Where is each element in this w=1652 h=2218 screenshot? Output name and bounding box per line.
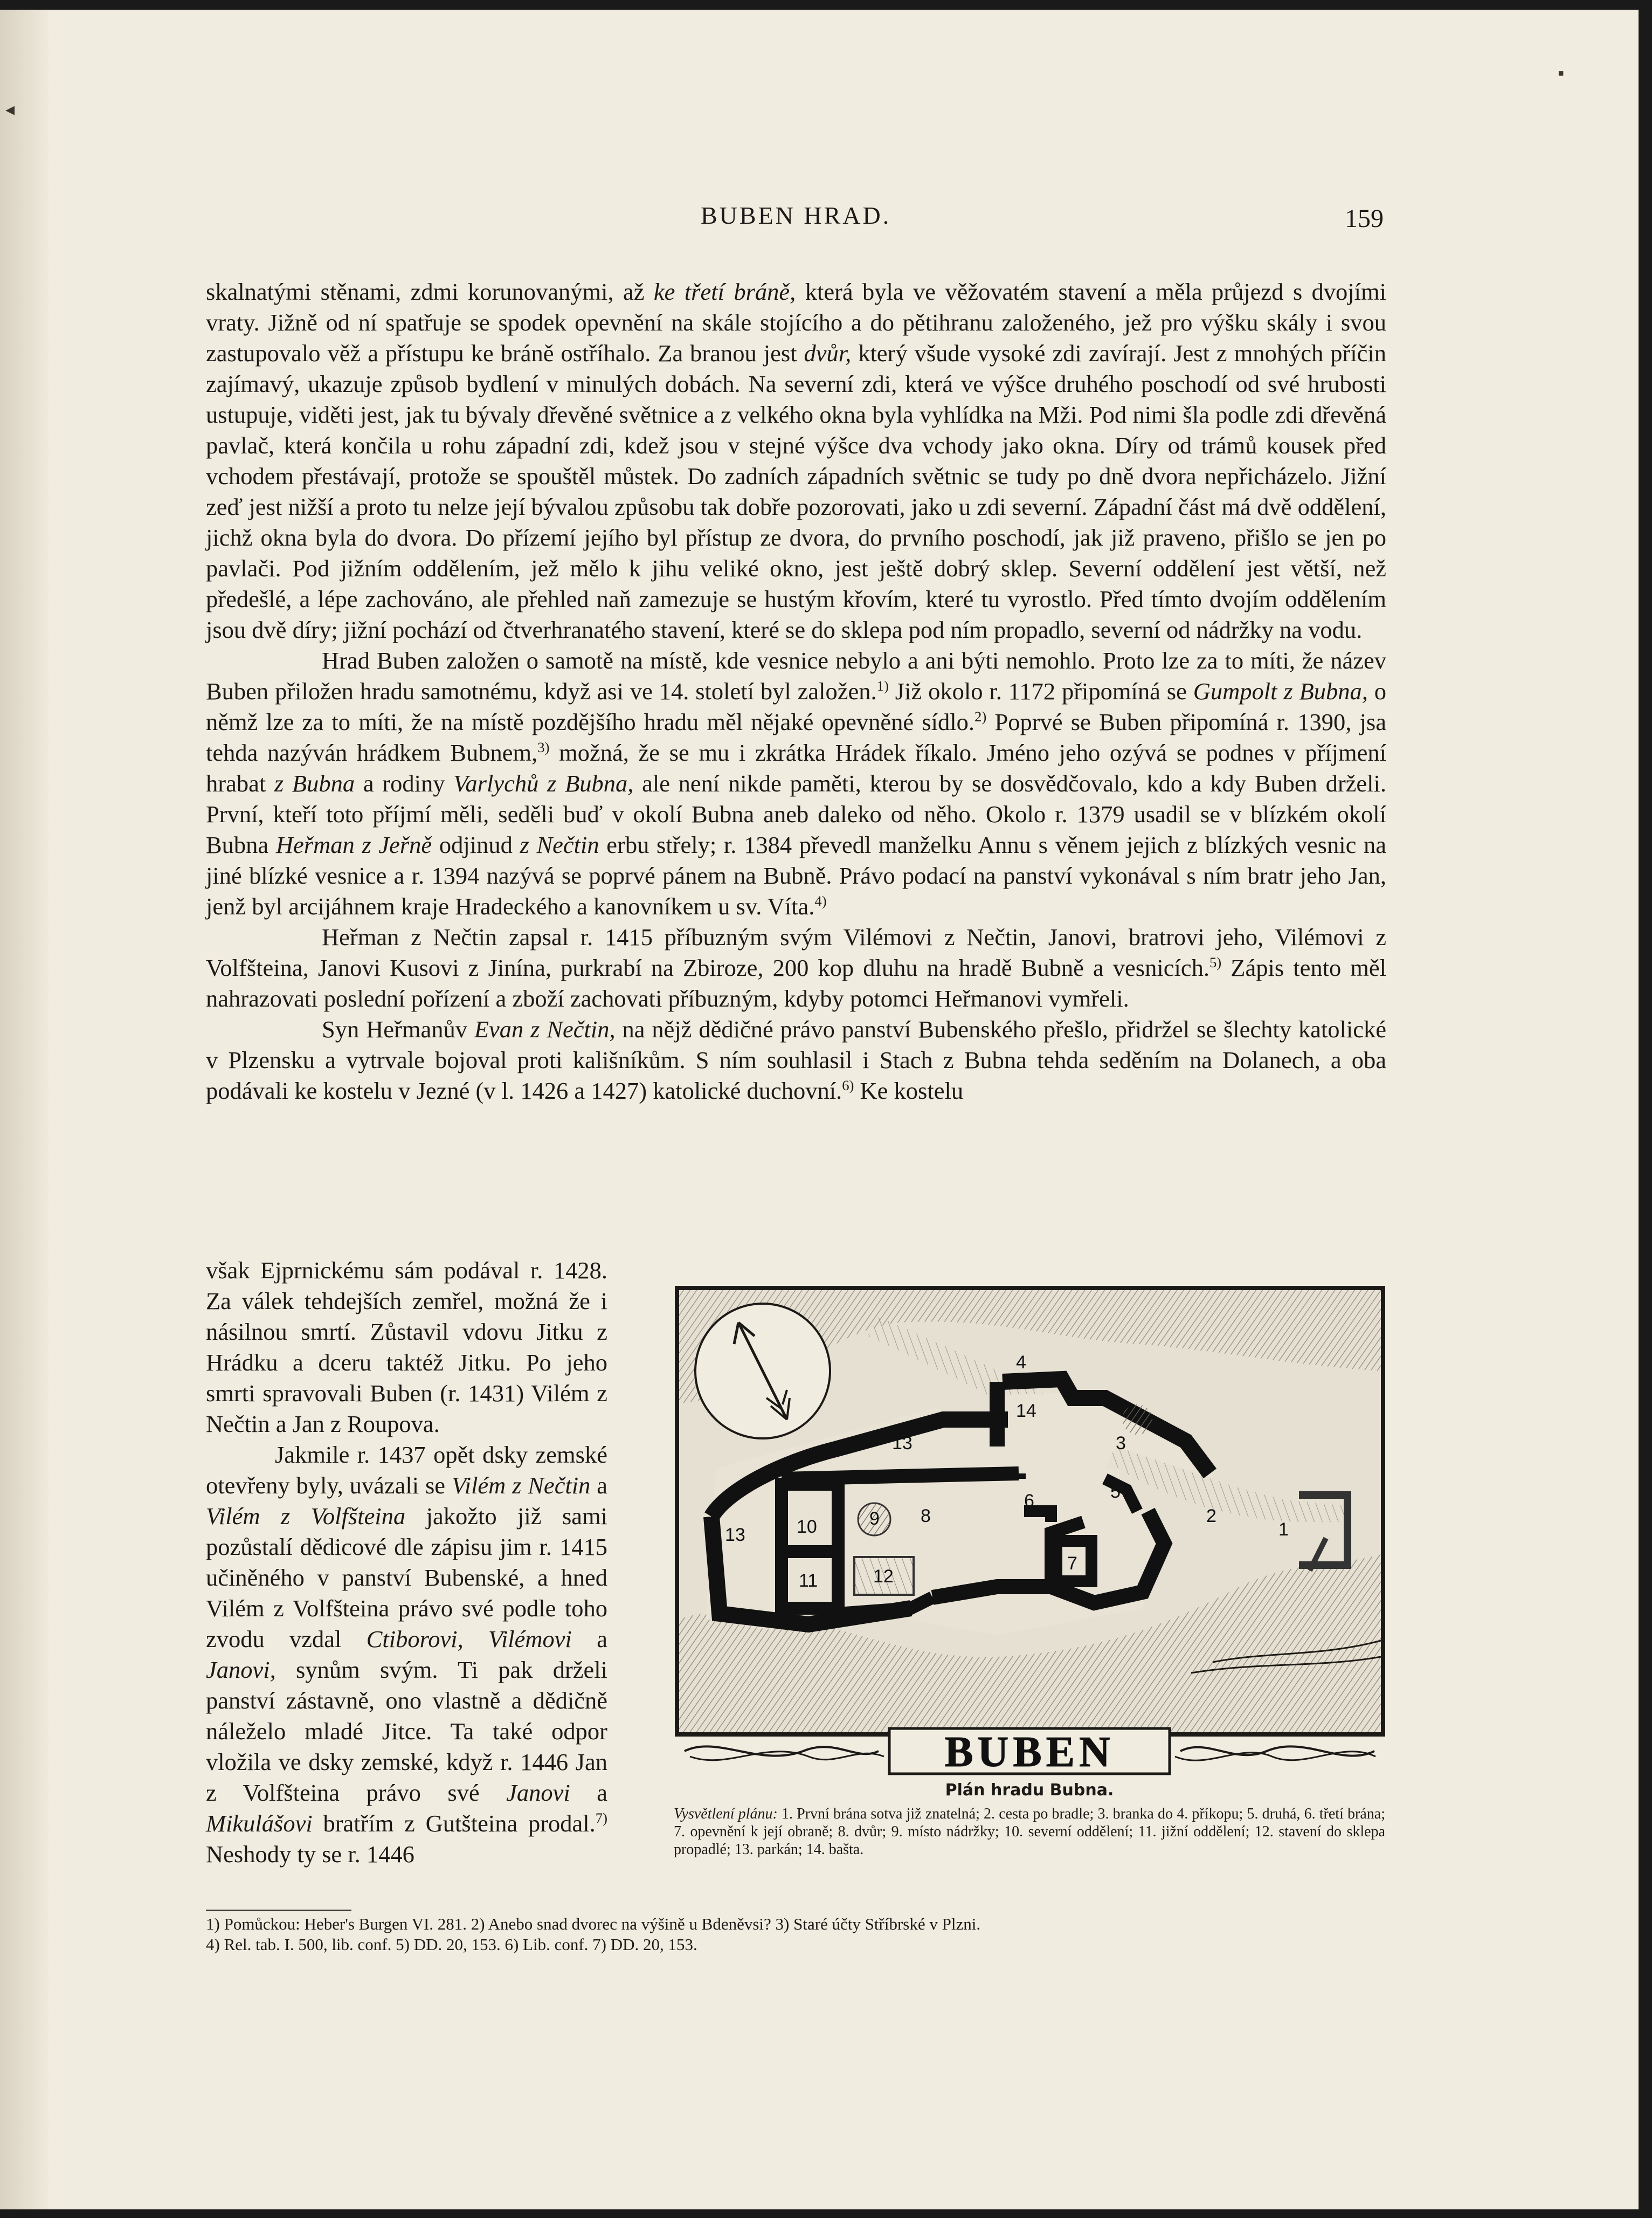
text-run: bratřím z Gutšteina prodal.	[312, 1810, 596, 1837]
plan-label-13-north: 13	[892, 1433, 913, 1454]
footnote-ref: 6)	[842, 1077, 854, 1094]
italic-name: ke třetí bráně,	[653, 278, 796, 305]
castle-plan-figure	[674, 1285, 1388, 1858]
text-run: erbu střely; r. 1384 převedl manželku Annu s věnem jejich z blízkých vesnic na jiné blízké vesnice a r. 1394 nazývá se poprvé pánem na Bubně. Právo podací na panství vykonával s ním bratr jeho Jan, jenž byl arcijáhnem kraje Hradeckého a kanovníkem u sv. Víta.	[206, 831, 1387, 920]
footnote-ref: 4)	[814, 893, 827, 910]
text-run: však Ejprnickému sám podával r. 1428. Za válek tehdejších zemřel, možná že i násilnou smrtí. Zůstavil vdovu Jitku z Hrádku a dceru taktéž Jitku. Po jeho smrti spravovali Buben (r. 1431) Vilém z Nečtin a Jan z Roupova.	[206, 1257, 607, 1437]
running-head: BUBEN HRAD.	[701, 202, 891, 229]
paragraph	[206, 1439, 607, 1870]
book-page	[0, 10, 1639, 2209]
paragraph	[206, 1014, 1386, 1106]
page-gutter	[0, 10, 49, 2209]
italic-name: Ctiborovi, Vilémovi	[366, 1625, 572, 1652]
text-run: Zápis tento měl nahrazovati poslední pořízení a zboží zachovati příbuzným, kdyby potomci Heřmanovi vymřeli.	[206, 954, 1387, 1012]
text-run: a	[590, 1472, 607, 1499]
buben-banner	[674, 1724, 1386, 1778]
legend-label: Vysvětlení plánu:	[674, 1806, 778, 1822]
text-run: skalnatými stěnami, zdmi korunovanými, až	[206, 278, 654, 305]
text-run: jakožto již sami pozůstalí dědicové dle zápisu jim r. 1415 učiněného v panství Bubenské, a hned Vilém z Volfšteina právo své podle toho zvodu vzdal	[206, 1503, 607, 1652]
paragraph	[206, 277, 1386, 645]
text-run: na nějž dědičné právo panství Bubenského přešlo, přidržel se šlechty katolické v Plzensku a vytrvale bojoval proti kališníkům. S ním souhlasil i Stach z Bubna tehda seděním na Dolanech, a oba podávali ke kostelu v Jezné (v l. 1426 a 1427) katolické duchovní.	[206, 1016, 1386, 1104]
figure-legend	[674, 1805, 1385, 1858]
italic-name: Janovi	[506, 1779, 570, 1806]
ditch	[1122, 1404, 1152, 1435]
text-run: který všude vysoké zdi zavírají. Jest z mnohých příčin zajímavý, ukazuje způsob bydlení v minulých dobách. Na severní zdi, která ve výšce druhého poschodí od své hrubosti ustupuje, viděti jest, jak tu bývaly dřevěné světnice a z velkého okna byla vyhlídka na Mži. Pod nimi šla podle zdi dřevěná pavlač, která končila u rohu západní zdi, kdež jsou v stejné výšce dva vchody jako okna. Díry od trámů kousek před vchodem přestávají, protože se spouštěl můstek. Do zadních západních světnic se tudy po dně dvora nepřicházelo. Jižní zeď jest nižší a proto tu nelze její bývalou způsobu tak dobře pozorovati, jako u zdi severní. Západní část má dvě oddělení, jichž okna byla do dvora. Do přízemí jejího byl přístup ze dvora, do prvního poschodí, jak již praveno, přišlo se jen po pavlači. Pod jižním oddělením, jež mělo k jihu veliké okno, jest ještě dobrý sklep. Severní oddělení jest větší, než předešlé, a lépe zachováno, ale přehled naň zamezuje se hustým křovím, které tu vyrostlo. Před tímto dvojím oddělením jsou dvě díry; jižní pochází od čtverhranatého stavení, které se do sklepa pod ním propadlo, severní od nádržky na vodu.	[206, 340, 1386, 643]
text-run: odjinud	[432, 831, 520, 858]
text-run: Heřman z Nečtin zapsal r. 1415 příbuzným svým Vilémovi z Nečtin, Janovi, bratrovi jeho, Vilémovi z Volfšteina, Janovi Kusovi z Jinína, purkrabí na Zbiroze, 200 kop dluhu na hradě Bubně a vesnicích.	[206, 924, 1386, 981]
left-column-text	[206, 1255, 607, 1870]
italic-name: Vilém z Nečtin	[451, 1472, 591, 1499]
footnote-ref: 2)	[974, 708, 987, 725]
footnotes	[206, 1914, 1386, 1955]
main-text	[206, 277, 1386, 1106]
plan-label-14: 14	[1016, 1401, 1036, 1421]
plan-label-9: 9	[869, 1508, 880, 1529]
footnote-ref: 5)	[1209, 954, 1222, 971]
italic-name: Vilém z Volfšteina	[206, 1503, 406, 1530]
text-run: a	[570, 1779, 607, 1806]
plan-label-12: 12	[873, 1566, 894, 1587]
footnote-line: 4) Rel. tab. I. 500, lib. conf. 5) DD. 20, 153. 6) Lib. conf. 7) DD. 20, 153.	[206, 1935, 697, 1954]
text-run: o němž lze za to míti, že na místě pozdějšího hradu měl nějaké opevněné sídlo.	[206, 678, 1387, 735]
italic-name: z Nečtin	[520, 831, 599, 858]
text-run: ale není nikde paměti, kterou by se dosvědčovalo, kdo a kdy Buben drželi. První, kteří toto příjmí měli, seděli buď v okolí Bubna aneb daleko od něho. Okolo r. 1379 usadil se v blízkém okolí Bubna	[206, 770, 1387, 858]
text-run: Hrad Buben založen o samotě na místě, kde vesnice nebylo a ani býti nemohlo. Proto lze za to míti, že název Buben přiložen hradu samotnému, když asi ve 14. století byl založen.	[206, 647, 1386, 705]
page-number: 159	[1345, 204, 1384, 233]
italic-name: Janovi,	[206, 1656, 276, 1683]
text-run: možná, že se mu i zkrátka Hrádek říkalo. Jméno jeho ozývá se podnes v příjmení hrabat	[206, 739, 1386, 797]
plan-label-3: 3	[1116, 1433, 1126, 1454]
italic-name: Evan z Nečtin,	[474, 1016, 616, 1043]
text-run: Ke kostelu	[854, 1077, 964, 1104]
plan-label-4: 4	[1016, 1352, 1026, 1373]
plan-label-8: 8	[921, 1506, 931, 1526]
plan-label-7: 7	[1067, 1553, 1077, 1574]
italic-name: Mikulášovi	[206, 1810, 313, 1837]
plan-label-5: 5	[1110, 1482, 1121, 1502]
edge-mark: ◂	[5, 100, 15, 120]
italic-name: dvůr,	[804, 340, 852, 367]
italic-name: Heřman z Jeřně	[275, 831, 432, 858]
paragraph	[206, 645, 1386, 922]
figure-title: Plán hradu Bubna.	[945, 1781, 1114, 1800]
text-run: Neshody ty se r. 1446	[206, 1841, 414, 1868]
legend-text: 1. První brána sotva již znatelná; 2. cesta po bradle; 3. branka do 4. příkopu; 5. druhá, 6. třetí brána; 7. opevnění k její obraně; 8. dvůr; 9. místo nádržky; 10. severní oddělení; 11. jižní oddělení; 12. stavení do sklepa propadlé; 13. parkán; 14. bašta.	[674, 1806, 1385, 1858]
footnote-ref: 7)	[595, 1810, 607, 1827]
banner-text: BUBEN	[944, 1728, 1115, 1776]
italic-name: z Bubna	[274, 770, 355, 797]
text-run: Poprvé se Buben připomíná r. 1390, jsa tehda nazýván hrádkem Bubnem,	[206, 708, 1386, 766]
text-run: která byla ve věžovatém stavení a měla průjezd s dvojími vraty. Jižně od ní spatřuje se spodek opevnění na skále stojícího a do pětihranu založeného, jež pro výšku skály i svou zastupovalo věž a přístupu ke bráně ostříhalo. Za branou jest	[206, 278, 1386, 367]
plan-label-13-west: 13	[725, 1525, 745, 1545]
paragraph	[206, 1255, 607, 1439]
footnote-ref: 1)	[876, 678, 889, 694]
text-run: synům svým. Ti pak drželi panství zástavně, ono vlastně a dědičně náleželo mladé Jitce. Ta také odpor vložila ve dsky zemské, když r. 1446 Jan z Volfšteina právo své	[206, 1656, 607, 1806]
edge-mark: ▪	[1558, 64, 1565, 84]
footnote-line: 1) Pomůckou: Heber's Burgen VI. 281. 2) Anebo snad dvorec na výšině u Bdeněvsi? 3) Staré účty Stříbrské v Plzni.	[206, 1914, 981, 1933]
text-run: Již okolo r. 1172 připomíná se	[888, 678, 1193, 705]
plan-label-6: 6	[1024, 1491, 1034, 1511]
text-run: a	[571, 1625, 607, 1652]
text-run: a rodiny	[355, 770, 454, 797]
footnote-ref: 3)	[537, 739, 550, 756]
plan-label-11: 11	[799, 1570, 818, 1591]
text-run: Syn Heřmanův	[322, 1016, 474, 1043]
italic-name: Varlychů z Bubna,	[453, 770, 634, 797]
italic-name: Gumpolt z Bubna,	[1193, 678, 1368, 705]
footnote-rule	[206, 1910, 351, 1911]
castle-plan-drawing	[674, 1285, 1386, 1738]
plan-label-2: 2	[1206, 1506, 1216, 1526]
plan-label-1: 1	[1278, 1519, 1289, 1540]
paragraph	[206, 922, 1386, 1014]
text-run: Jakmile r. 1437 opět dsky zemské otevřeny byly, uvázali se	[206, 1441, 607, 1499]
plan-label-10: 10	[797, 1517, 817, 1537]
